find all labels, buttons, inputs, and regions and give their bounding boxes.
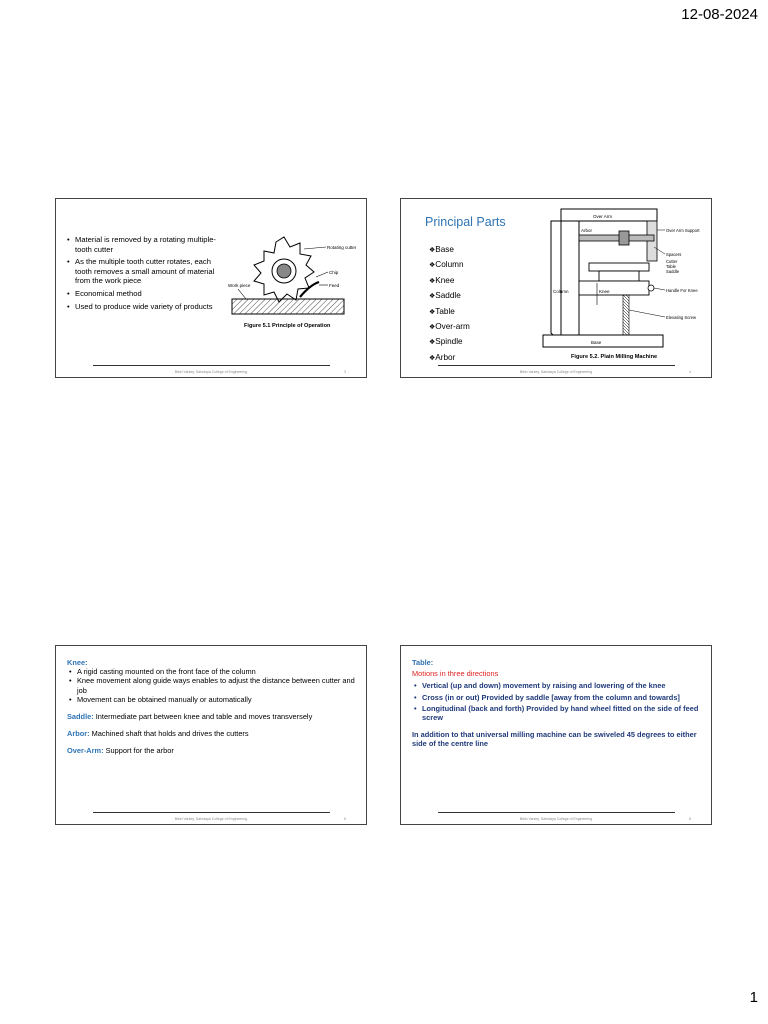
arbor bbox=[579, 235, 654, 241]
slide-footer: Bibin Varkey, Sahrdaya College of Engineering bbox=[519, 370, 593, 374]
label-column: Column bbox=[553, 289, 569, 294]
slide-number: 5 bbox=[344, 817, 346, 821]
list-item: ❖ Saddle bbox=[429, 289, 470, 304]
cutter-bore bbox=[277, 264, 291, 278]
slide3-content bbox=[67, 658, 356, 756]
label-handle-for-knee: Handle For Knee bbox=[666, 288, 698, 293]
principle-of-operation-figure bbox=[224, 227, 364, 337]
label-chip: Chip bbox=[329, 270, 339, 275]
elevating-screw bbox=[623, 295, 629, 335]
label-rotating-cutter: Rotating cutter bbox=[327, 245, 357, 250]
saddle bbox=[599, 271, 639, 281]
list-item: ❖ Base bbox=[429, 243, 470, 258]
cutter bbox=[619, 231, 629, 245]
arbor-text: Machined shaft that holds and drives the cutters bbox=[89, 729, 249, 739]
list-item: • Movement can be obtained manually or automatically bbox=[67, 695, 356, 704]
slide-table-motions bbox=[400, 645, 712, 825]
overarm-definition bbox=[67, 746, 356, 755]
slide-principal-parts bbox=[400, 198, 712, 378]
label-work-piece: Work piece bbox=[228, 283, 251, 288]
parts-list bbox=[429, 243, 470, 366]
column bbox=[551, 221, 561, 343]
slide-footer: Bibin Varkey, Sahrdaya College of Engineering bbox=[519, 817, 593, 821]
list-item: ❖ Column bbox=[429, 258, 470, 273]
work-piece bbox=[232, 299, 344, 314]
label-cutter: Cutter bbox=[666, 259, 678, 264]
slide-number: 6 bbox=[689, 817, 691, 821]
list-item: • Used to produce wide variety of products bbox=[65, 302, 225, 312]
slide4-content bbox=[412, 658, 701, 749]
label-spacers: Spacers bbox=[666, 252, 682, 257]
label-arbor: Arbor bbox=[581, 228, 593, 233]
label-knee: Knee bbox=[599, 289, 610, 294]
list-item: • Economical method bbox=[65, 289, 225, 299]
list-item: • A rigid casting mounted on the front face of the column bbox=[67, 667, 356, 676]
label-elevating-screw: Elevating Screw bbox=[666, 315, 697, 320]
label-over-arm: Over Arm bbox=[593, 214, 613, 219]
label-saddle: Saddle bbox=[666, 269, 680, 274]
list-item: • Longitudinal (back and forth) Provided by hand wheel fitted on the side of feed screw bbox=[412, 704, 701, 722]
list-item: ❖ Spindle bbox=[429, 335, 470, 350]
knee-handle bbox=[648, 285, 654, 291]
list-item: • Material is removed by a rotating multiple-tooth cutter bbox=[65, 235, 225, 254]
page-number: 1 bbox=[749, 989, 758, 1006]
slide-number: 4 bbox=[689, 370, 691, 374]
plain-milling-machine-figure bbox=[539, 205, 709, 365]
figure-caption: Figure 5.1 Principle of Operation bbox=[244, 323, 331, 329]
slide-footer-divider bbox=[438, 365, 675, 366]
saddle-definition bbox=[67, 712, 356, 721]
base bbox=[543, 335, 663, 347]
list-item: • Vertical (up and down) movement by raising and lowering of the knee bbox=[412, 681, 701, 690]
slide-footer: Bibin Varkey, Sahrdaya College of Engineering bbox=[174, 370, 248, 374]
list-item: • Cross (in or out) Provided by saddle [away from the column and towards] bbox=[412, 693, 701, 702]
label-base: Base bbox=[591, 340, 602, 345]
slide-footer: Bibin Varkey, Sahrdaya College of Engineering bbox=[174, 817, 248, 821]
label-table: Table bbox=[666, 264, 677, 269]
slide-footer-divider bbox=[93, 365, 330, 366]
page-date: 12-08-2024 bbox=[681, 6, 758, 23]
label-feed: Feed bbox=[329, 283, 340, 288]
list-item: ❖ Over-arm bbox=[429, 320, 470, 335]
list-item: ❖ Arbor bbox=[429, 351, 470, 366]
saddle-text: Intermediate part between knee and table and moves transversely bbox=[93, 712, 313, 722]
saddle-label: Saddle: bbox=[67, 712, 94, 722]
knee-bullets bbox=[67, 667, 356, 704]
slide-principle-of-operation bbox=[55, 198, 367, 378]
knee bbox=[579, 281, 649, 295]
slide1-bullet-list bbox=[65, 235, 225, 314]
slide-knee-saddle-arbor bbox=[55, 645, 367, 825]
list-item: • As the multiple tooth cutter rotates, each tooth removes a small amount of material from the work piece bbox=[65, 257, 225, 286]
motion-bullets bbox=[412, 681, 701, 722]
label-over-arm-support: Over Arm Support bbox=[666, 228, 700, 233]
table-heading: Table: bbox=[412, 658, 434, 667]
slide-number: 3 bbox=[344, 370, 346, 374]
table bbox=[589, 263, 649, 271]
list-item: • Knee movement along guide ways enables to adjust the distance between cutter and job bbox=[67, 676, 356, 694]
list-item: ❖ Knee bbox=[429, 274, 470, 289]
overarm-label: Over-Arm: bbox=[67, 746, 104, 756]
slide-footer-divider bbox=[438, 812, 675, 813]
column-body bbox=[561, 221, 579, 343]
figure-caption: Figure 5.2. Plain Milling Machine bbox=[571, 354, 658, 360]
overarm-text: Support for the arbor bbox=[103, 746, 174, 756]
slide-footer-divider bbox=[93, 812, 330, 813]
arbor-label: Arbor: bbox=[67, 729, 90, 739]
slide-title: Principal Parts bbox=[425, 215, 506, 229]
knee-heading: Knee: bbox=[67, 658, 88, 667]
motions-subheading: Motions in three directions bbox=[412, 669, 499, 679]
list-item: ❖ Table bbox=[429, 305, 470, 320]
arbor-definition bbox=[67, 729, 356, 738]
universal-note: In addition to that universal milling machine can be swiveled 45 degrees to either side of the centre line bbox=[412, 730, 697, 749]
